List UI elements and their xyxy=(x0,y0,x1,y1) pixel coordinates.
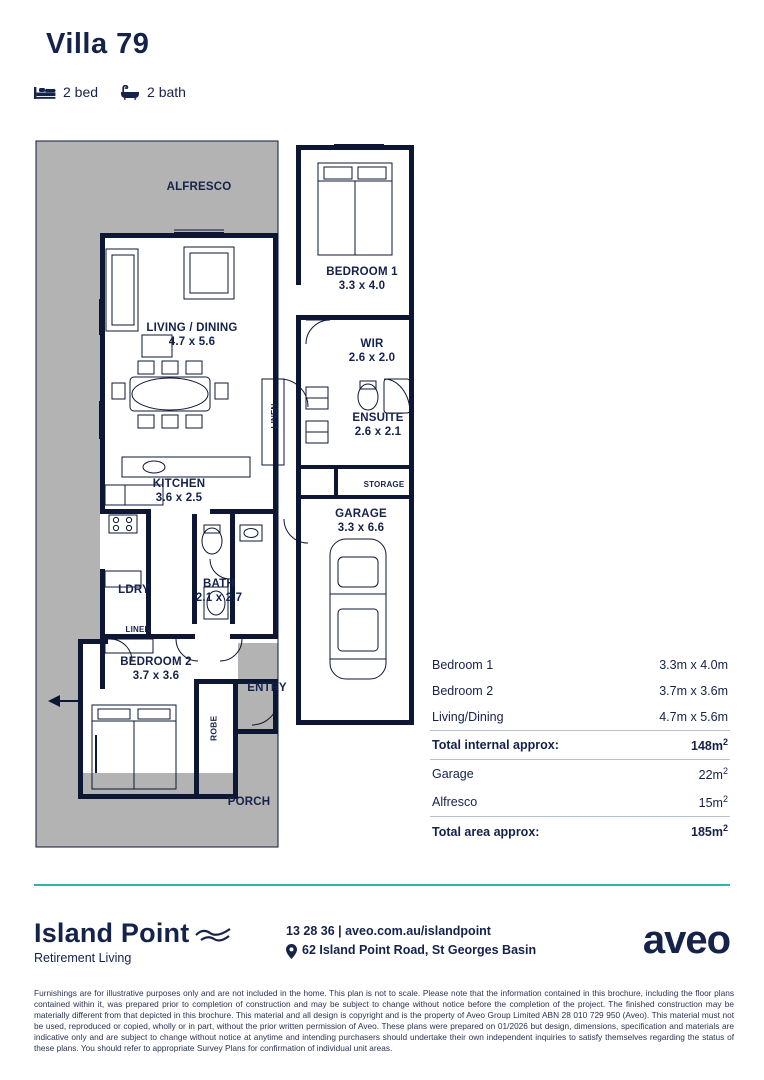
area-name: Bedroom 1 xyxy=(432,658,494,672)
area-name: Garage xyxy=(432,767,474,782)
area-value: 3.3m x 4.0m xyxy=(659,658,728,672)
room-label-kitchen: KITCHEN 3.6 x 2.5 xyxy=(152,478,206,505)
table-row xyxy=(430,704,730,730)
bath-icon xyxy=(120,85,140,100)
area-value: $22m^2$ xyxy=(698,766,728,783)
area-value: $148m^2$ xyxy=(691,737,728,754)
room-label-entry: ENTRY xyxy=(247,682,287,694)
room-label-linen-2: LINEN xyxy=(125,625,151,634)
page-title: Villa 79 xyxy=(46,28,150,60)
spec-list xyxy=(34,84,186,100)
table-row xyxy=(430,788,730,816)
floor-plan xyxy=(34,139,430,849)
contact-address-text: 62 Island Point Road, St Georges Basin xyxy=(302,943,537,958)
room-label-porch: PORCH xyxy=(227,796,271,808)
room-label-ldry: LDRY xyxy=(118,584,150,596)
area-name: Bedroom 2 xyxy=(432,684,494,698)
area-value: $15m^2$ xyxy=(698,794,728,811)
area-name: Total internal approx: xyxy=(432,738,559,753)
bed-icon xyxy=(34,85,56,100)
spec-bed-label: 2 bed xyxy=(63,84,99,100)
map-pin-icon xyxy=(286,941,297,959)
disclaimer-text: Furnishings are for illustrative purposes only and are not included in the home. This plan is not to scale. Please note that the information contained in this brochure, including the floor plans contained within it, was prepared prior to completion of construction and may be subject to change without notice before the completion of the project. The finished construction may be materially different from that depicted in this brochure. This material and all design is copyright and is the property of Aveo Group Limited ABN 28 010 729 950 (Aveo). This material must not be used, reproduced or copied, wholly or in part, without the prior written permission of Aveo. These plans were prepared on 01/2026 but design, dimensions, specification and materials are indicative only and are subject to change without notice at anytime and intending purchasers should undertake their own independent inquiries to satisfy themselves regarding the status of these plans. You should refer to appropriate Survey Plans for confirmation of individual unit areas. xyxy=(34,988,734,1053)
spec-bed xyxy=(34,84,98,100)
table-row xyxy=(430,730,730,759)
room-label-robe: ROBE xyxy=(208,715,219,741)
room-label-ensuite: ENSUITE 2.6 x 2.1 xyxy=(352,412,404,439)
room-label-alfresco: ALFRESCO xyxy=(166,181,232,193)
area-value: $185m^2$ xyxy=(691,823,728,840)
area-name: Alfresco xyxy=(432,795,478,810)
area-name: Living/Dining xyxy=(432,710,504,724)
room-label-linen-1: LINEN xyxy=(270,403,279,429)
room-label-bath: BATH 2.1 x 2.7 xyxy=(195,578,243,605)
brand-name: Island Point xyxy=(34,918,190,948)
room-label-wir: WIR 2.6 x 2.0 xyxy=(348,338,396,365)
contact-phone-line[interactable]: 13 28 36 | aveo.com.au/islandpoint xyxy=(286,924,491,938)
wave-icon xyxy=(195,926,231,942)
footer-divider xyxy=(34,884,730,886)
contact-block xyxy=(286,922,536,961)
room-label-storage: STORAGE xyxy=(363,480,405,489)
room-label-garage: GARAGE 3.3 x 6.6 xyxy=(335,508,387,535)
room-label-bedroom1: BEDROOM 1 3.3 x 4.0 xyxy=(326,266,398,293)
area-name: Total area approx: xyxy=(432,824,540,839)
aveo-logo: aveo xyxy=(642,918,730,962)
area-value: 4.7m x 5.6m xyxy=(659,710,728,724)
spec-bath-label: 2 bath xyxy=(147,84,186,100)
table-row xyxy=(430,678,730,704)
table-row xyxy=(430,759,730,788)
brand-block xyxy=(34,918,231,965)
contact-address-line xyxy=(286,941,536,960)
area-value: 3.7m x 3.6m xyxy=(659,684,728,698)
spec-bath xyxy=(120,84,186,100)
table-row xyxy=(430,652,730,678)
room-label-bedroom2: BEDROOM 2 3.7 x 3.6 xyxy=(120,656,192,683)
room-label-living: LIVING / DINING 4.7 x 5.6 xyxy=(146,322,238,349)
table-row xyxy=(430,816,730,845)
areas-table xyxy=(430,652,730,846)
brand-tagline: Retirement Living xyxy=(34,951,132,965)
